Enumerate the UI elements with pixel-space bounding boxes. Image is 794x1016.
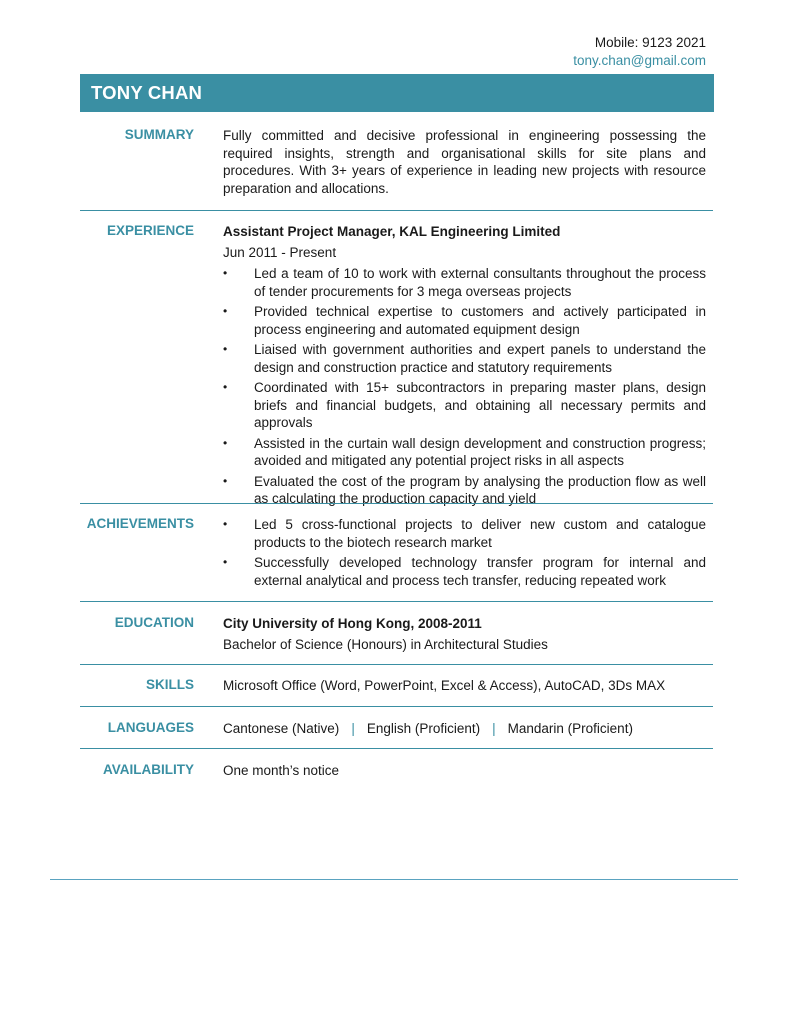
- bullet-icon: •: [223, 555, 228, 569]
- list-item: • Liaised with government authorities and expert panels to understand the design and construction practice and statutory requirements: [223, 342, 706, 375]
- experience-body: [223, 223, 706, 511]
- experience-label: EXPERIENCE: [106, 223, 194, 238]
- list-item: • Assisted in the curtain wall design development and construction progress; avoided and mitigated any potential project risks in all aspects: [223, 435, 706, 468]
- skills-label: SKILLS: [145, 677, 194, 692]
- name-banner: [80, 74, 714, 112]
- bullet-icon: •: [223, 473, 228, 488]
- section-divider: [80, 601, 713, 602]
- section-divider: [80, 748, 713, 749]
- experience-bullets: [223, 265, 706, 508]
- language-item: Mandarin (Proficient): [507, 721, 633, 736]
- bullet-icon: •: [223, 266, 228, 280]
- summary-label: SUMMARY: [124, 127, 194, 142]
- section-divider: [80, 706, 713, 707]
- education-label: EDUCATION: [114, 615, 194, 630]
- list-item: • Provided technical expertise to customers and actively participated in process engineering and automated equipment design: [223, 304, 706, 337]
- bullet-icon: •: [223, 342, 228, 356]
- education-body: [223, 615, 706, 653]
- school-name: City University of Hong Kong, 2008-2011: [223, 616, 482, 631]
- mobile-number: Mobile: 9123 2021: [594, 35, 706, 50]
- contact-block: [573, 34, 706, 70]
- achievements-bullets: [223, 516, 706, 589]
- degree: Bachelor of Science (Honours) in Architectural Studies: [223, 636, 548, 652]
- candidate-name: TONY CHAN: [91, 82, 203, 103]
- bullet-icon: •: [223, 435, 228, 450]
- languages-label: LANGUAGES: [107, 720, 194, 735]
- bullet-icon: •: [223, 304, 228, 318]
- language-item: English (Proficient): [366, 721, 481, 736]
- summary-text: Fully committed and decisive professional in engineering possessing the required insights, strength and organisational skills for site plans and procedures. With 3+ years of experience in leading new projects with resource preparation and allocations.: [223, 128, 706, 196]
- skills-text: Microsoft Office (Word, PowerPoint, Excel & Access), AutoCAD, 3Ds MAX: [223, 678, 666, 693]
- achievements-body: [223, 516, 706, 592]
- bullet-icon: •: [223, 517, 228, 531]
- section-divider: [80, 664, 713, 665]
- languages-list: [223, 720, 706, 738]
- achievements-label: ACHIEVEMENTS: [86, 516, 194, 531]
- section-divider: [80, 503, 713, 504]
- language-item: Cantonese (Native): [223, 721, 340, 736]
- job-title: Assistant Project Manager, KAL Engineering Limited: [223, 224, 561, 239]
- availability-text: One month’s notice: [223, 763, 340, 778]
- language-separator: |: [492, 721, 496, 736]
- bullet-icon: •: [223, 380, 228, 394]
- list-item: • Successfully developed technology transfer program for internal and external analytical and process tech transfer, reducing repeated work: [223, 555, 706, 588]
- email-address[interactable]: tony.chan@gmail.com: [573, 53, 706, 68]
- list-item: • Coordinated with 15+ subcontractors in preparing master plans, design briefs and financial budgets, and obtaining all necessary permits and approvals: [223, 380, 706, 430]
- section-divider: [80, 210, 713, 211]
- availability-label: AVAILABILITY: [103, 762, 194, 777]
- list-item: • Led 5 cross-functional projects to deliver new custom and catalogue products to the biotech research market: [223, 517, 706, 550]
- footer-divider: [50, 879, 738, 880]
- list-item: • Led a team of 10 to work with external consultants throughout the process of tender procurements for 3 mega overseas projects: [223, 266, 706, 299]
- language-separator: |: [351, 721, 355, 736]
- job-dates: Jun 2011 - Present: [223, 244, 337, 260]
- list-item: • Evaluated the cost of the program by analysing the production flow as well as calculating the production capacity and yield: [223, 473, 706, 506]
